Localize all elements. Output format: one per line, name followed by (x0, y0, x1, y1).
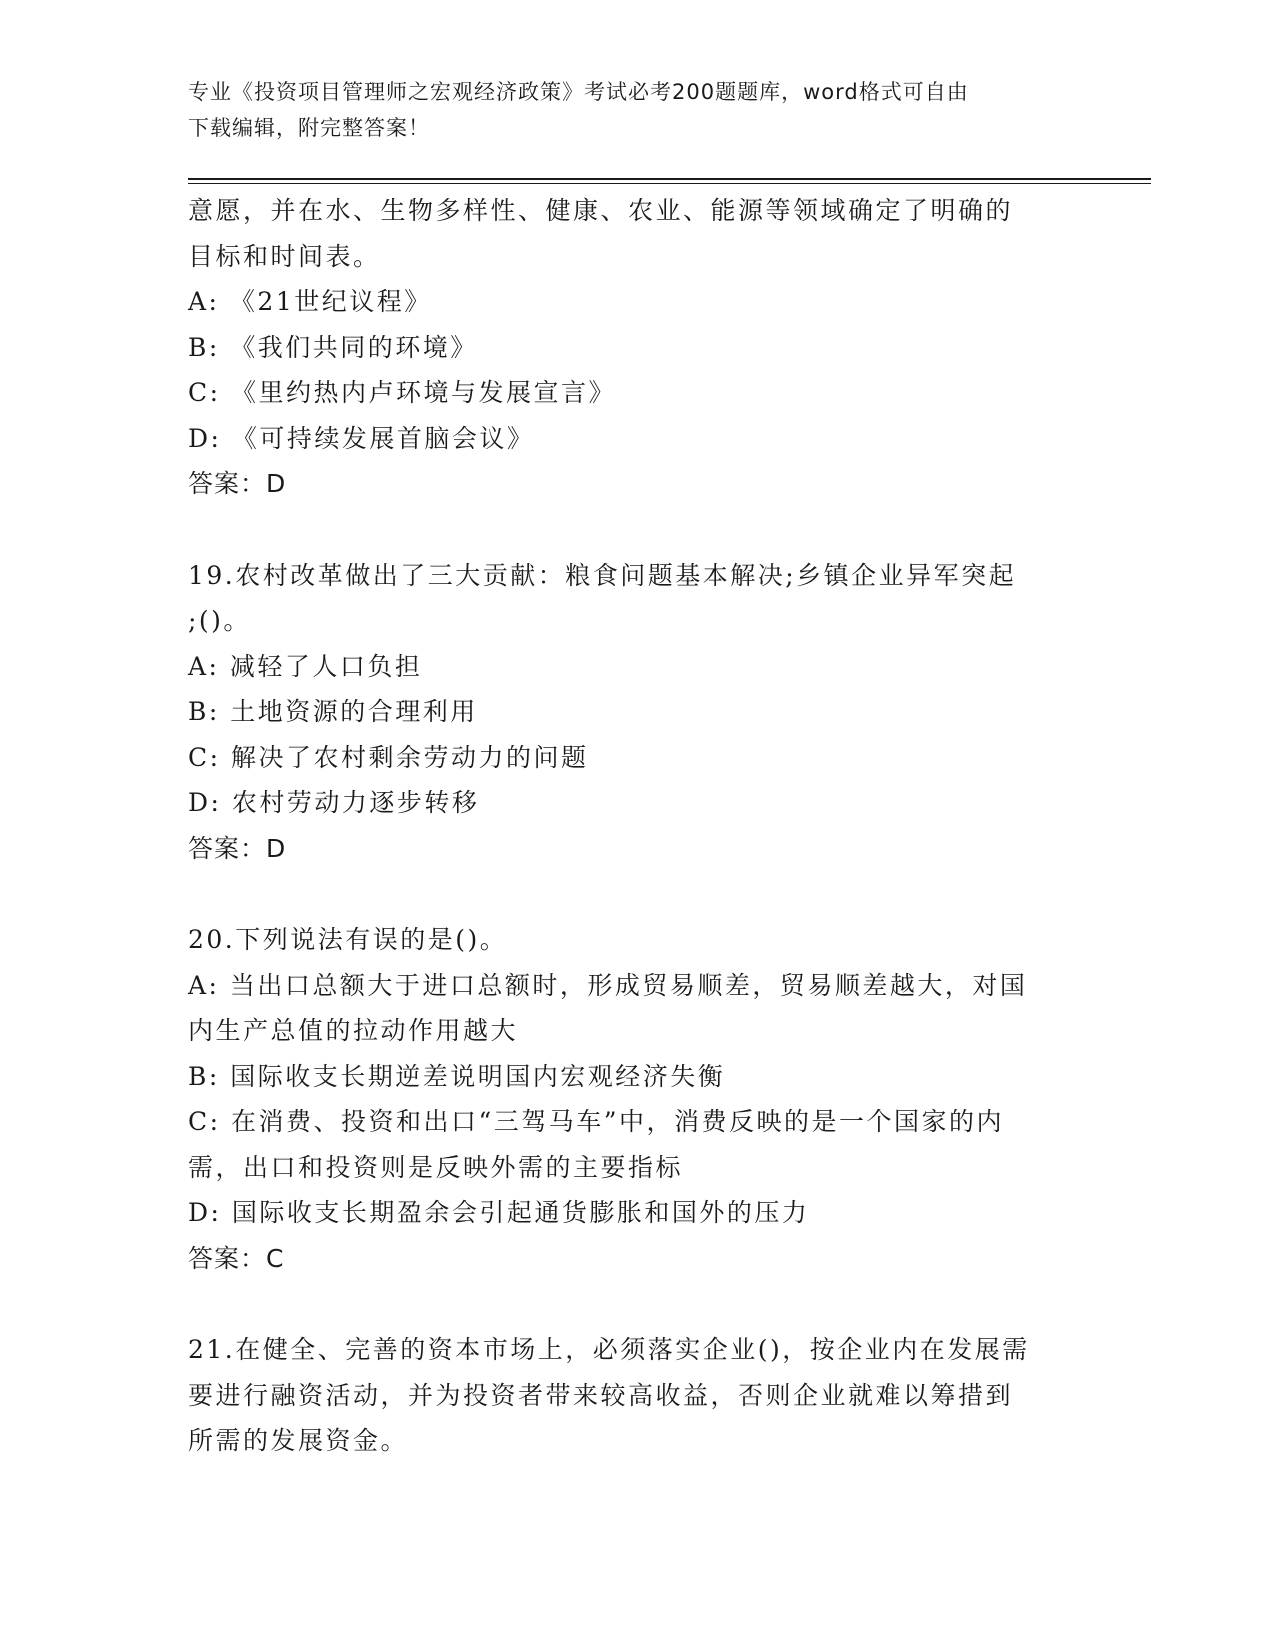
header-divider (188, 183, 1151, 184)
question-stem: 意愿，并在水、生物多样性、健康、农业、能源等领域确定了明确的 (188, 196, 1014, 225)
option-a: A: 减轻了人口负担 (188, 651, 423, 681)
option-d: D: 国际收支长期盈余会引起通货膨胀和国外的压力 (188, 1198, 810, 1227)
option-c: C: 在消费、投资和出口“三驾马车”中，消费反映的是一个国家的内 (188, 1107, 1005, 1136)
question-18 (188, 188, 1078, 507)
answer-label: 答案：D (188, 469, 287, 498)
option-c-continued: 需，出口和投资则是反映外需的主要指标 (188, 1152, 684, 1182)
question-stem: 20.下列说法有误的是()。 (188, 925, 508, 954)
question-list (188, 188, 1078, 1464)
option-a: A: 《21世纪议程》 (188, 287, 432, 316)
question-stem: 21.在健全、完善的资本市场上，必须落实企业()，按企业内在发展需 (188, 1335, 1030, 1364)
question-stem: 要进行融资活动，并为投资者带来较高收益，否则企业就难以筹措到 (188, 1380, 1014, 1410)
question-stem: ;()。 (188, 606, 251, 635)
question-21 (188, 1327, 1078, 1464)
answer-label: 答案：C (188, 1243, 285, 1273)
page-header (188, 74, 1068, 146)
option-b: B: 国际收支长期逆差说明国内宏观经济失衡 (188, 1061, 726, 1091)
question-stem: 目标和时间表。 (188, 241, 381, 271)
question-20 (188, 917, 1078, 1281)
answer-label: 答案：D (188, 833, 287, 863)
option-d: D: 《可持续发展首脑会议》 (188, 423, 535, 453)
header-line: 专业《投资项目管理师之宏观经济政策》考试必考200题题库，word格式可自由 (188, 80, 969, 104)
option-a: A: 当出口总额大于进口总额时，形成贸易顺差，贸易顺差越大，对国 (188, 970, 1028, 1000)
option-c: C: 《里约热内卢环境与发展宣言》 (188, 378, 616, 407)
option-a-continued: 内生产总值的拉动作用越大 (188, 1016, 519, 1045)
option-b: B: 《我们共同的环境》 (188, 332, 478, 362)
option-d: D: 农村劳动力逐步转移 (188, 788, 480, 817)
question-19 (188, 553, 1078, 872)
header-divider (188, 178, 1151, 180)
header-line: 下载编辑，附完整答案！ (188, 116, 430, 140)
option-b: B: 土地资源的合理利用 (188, 697, 478, 726)
question-stem: 所需的发展资金。 (188, 1426, 409, 1455)
option-c: C: 解决了农村剩余劳动力的问题 (188, 742, 589, 772)
question-stem: 19.农村改革做出了三大贡献：粮食问题基本解决;乡镇企业异军突起 (188, 560, 1017, 590)
